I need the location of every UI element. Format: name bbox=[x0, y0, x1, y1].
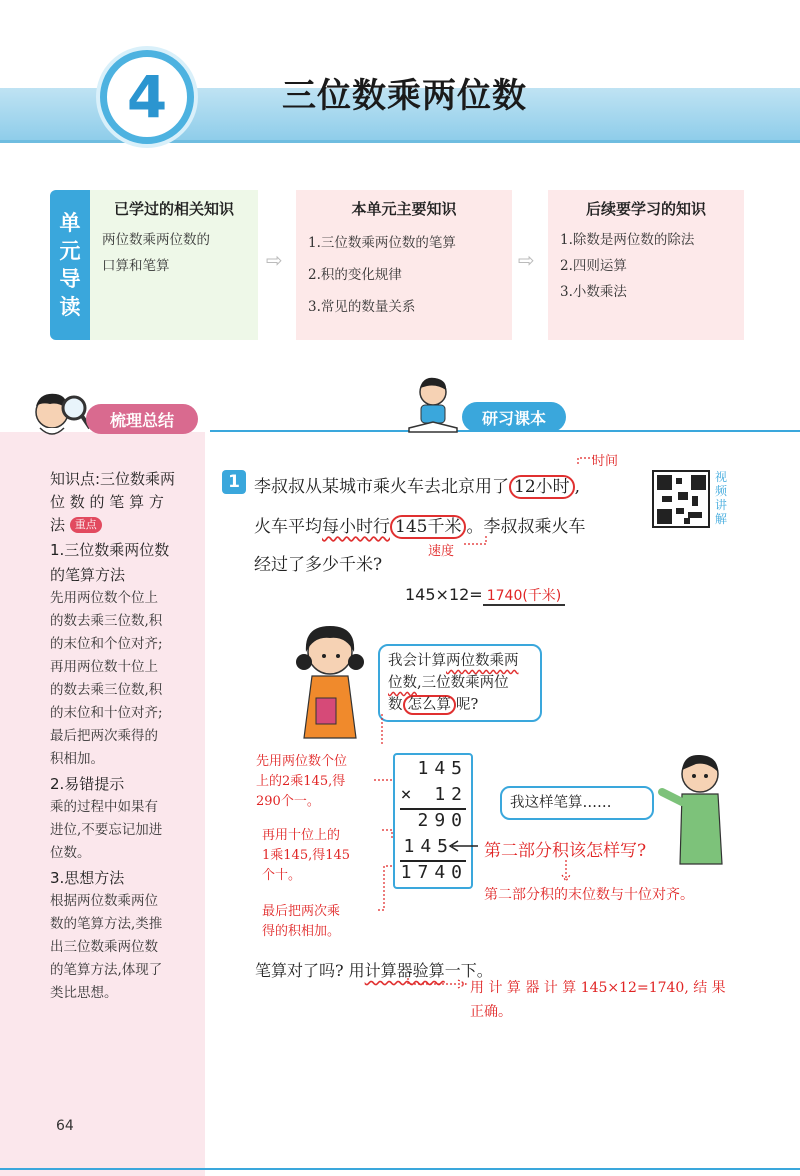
problem-text: 。李叔叔乘火车 bbox=[466, 517, 586, 537]
speed-value: 145千米 bbox=[390, 515, 466, 539]
problem-line-2 bbox=[254, 512, 585, 537]
note-line: 个十。 bbox=[262, 868, 302, 883]
arrow-right-icon: ⇨ bbox=[518, 248, 535, 272]
example-number: 1 bbox=[222, 470, 246, 494]
bubble-text: 数 bbox=[388, 697, 403, 713]
section-line: 的末位和个位对齐; bbox=[50, 636, 163, 652]
video-label-char: 讲 bbox=[714, 498, 727, 512]
bubble-wavy: 两位数乘两 bbox=[446, 653, 519, 669]
section-title: 2.易错提示 bbox=[50, 775, 125, 793]
note-line: 先用两位数个位 bbox=[256, 754, 348, 769]
check-answer-line: 用 计 算 器 计 算 145×12=1740, 结 果 bbox=[470, 980, 726, 996]
summary-tag: 梳理总结 bbox=[86, 404, 198, 434]
unit-number-circle bbox=[100, 50, 194, 144]
note-line: 再用十位上的 bbox=[262, 828, 341, 843]
annotation-arrow-icon bbox=[404, 976, 470, 992]
section-line: 再用两位数十位上 bbox=[50, 659, 158, 675]
video-label-char: 频 bbox=[714, 484, 727, 498]
arrow-left-icon bbox=[446, 838, 480, 854]
calc-row-partial-1: 290 bbox=[417, 810, 468, 831]
note-connector-lines bbox=[360, 710, 396, 920]
knowledge-point: 知识点:三位数乘两 bbox=[50, 470, 176, 488]
summary-content bbox=[50, 468, 200, 1005]
second-partial-question: 第二部分积该怎样写? bbox=[484, 841, 647, 861]
bubble-text: 呢? bbox=[456, 697, 479, 713]
study-tag: 研习课本 bbox=[462, 402, 566, 432]
main-knowledge-title: 本单元主要知识 bbox=[351, 200, 457, 218]
future-item: 2.四则运算 bbox=[560, 258, 627, 274]
section-line: 类比思想。 bbox=[50, 985, 118, 1001]
problem-text: 李叔叔从某城市乘火车去北京用了 bbox=[254, 477, 509, 497]
section-line: 乘的过程中如果有 bbox=[50, 799, 158, 815]
equation-expression: 145×12= bbox=[405, 585, 483, 604]
section-title: 1.三位数乘两位数 bbox=[50, 541, 170, 559]
note-line: 290个一。 bbox=[256, 794, 320, 809]
main-knowledge-box bbox=[296, 190, 512, 340]
girl-illustration bbox=[290, 618, 370, 748]
equation bbox=[405, 585, 565, 605]
main-knowledge-item: 1.三位数乘两位数的笔算 bbox=[308, 235, 456, 251]
boy-speech-bubble: 我这样笔算…… bbox=[500, 786, 654, 820]
note-line: 上的2乘145,得 bbox=[256, 774, 346, 789]
annotation-arrow-icon bbox=[560, 858, 572, 884]
video-explain-label bbox=[712, 470, 730, 526]
unit-number: 4 bbox=[126, 63, 168, 131]
check-wavy: 计算器验算 bbox=[364, 961, 445, 980]
section-line: 的数去乘三位数,积 bbox=[50, 613, 163, 629]
section-line: 数的笔算方法,类推 bbox=[50, 916, 163, 932]
second-partial-answer: 第二部分积的末位数与十位对齐。 bbox=[484, 887, 694, 903]
section-title: 的笔算方法 bbox=[50, 566, 126, 584]
note-step-3 bbox=[262, 902, 340, 942]
note-line: 得的积相加。 bbox=[262, 924, 341, 939]
section-line: 进位,不要忘记加进 bbox=[50, 822, 163, 838]
speed-annotation: 速度 bbox=[428, 544, 455, 559]
learned-title: 已学过的相关知识 bbox=[113, 200, 234, 218]
note-step-2 bbox=[262, 826, 350, 886]
knowledge-point-end bbox=[50, 514, 200, 537]
section-line: 的末位和十位对齐; bbox=[50, 705, 163, 721]
guide-tab-char: 导 bbox=[59, 267, 81, 291]
check-answer bbox=[470, 976, 726, 1024]
girl-speech-bubble bbox=[378, 644, 542, 722]
bubble-circled: 怎么算 bbox=[403, 695, 457, 715]
learned-item: 口算和笔算 bbox=[102, 258, 170, 274]
problem-line-3: 经过了多少千米? bbox=[254, 555, 383, 575]
future-item: 1.除数是两位数的除法 bbox=[560, 232, 695, 248]
qr-code-icon[interactable] bbox=[652, 470, 710, 528]
detective-boy-icon bbox=[30, 384, 94, 440]
section-line: 积相加。 bbox=[50, 751, 104, 767]
note-line: 最后把两次乘 bbox=[262, 904, 341, 919]
knowledge-point: 位 数 的 笔 算 方 bbox=[50, 493, 164, 511]
bottom-rule bbox=[0, 1168, 800, 1170]
calc-row-partial-2: 145 bbox=[403, 836, 454, 857]
header-rule bbox=[0, 140, 800, 143]
annotation-arrow-icon bbox=[574, 452, 596, 468]
section-line: 先用两位数个位上 bbox=[50, 590, 158, 606]
page-number: 64 bbox=[56, 1118, 74, 1134]
unit-title: 三位数乘两位数 bbox=[282, 76, 527, 116]
section-title: 3.思想方法 bbox=[50, 869, 125, 887]
check-answer-line: 正确。 bbox=[470, 1004, 512, 1020]
annotation-arrow-icon bbox=[462, 532, 490, 550]
bubble-text: 我会计算 bbox=[388, 653, 446, 669]
equation-answer: 1740(千米) bbox=[483, 588, 566, 606]
section-line: 根据两位数乘两位 bbox=[50, 893, 158, 909]
calc-row-multiplier: × 12 bbox=[400, 784, 468, 805]
reading-boy-icon bbox=[405, 372, 461, 434]
time-value: 12小时 bbox=[509, 475, 575, 499]
note-step-1 bbox=[256, 752, 347, 812]
problem-line-1 bbox=[254, 472, 580, 497]
key-point-badge: 重点 bbox=[70, 517, 102, 533]
learned-item: 两位数乘两位数的 bbox=[102, 232, 210, 248]
time-annotation: 时间 bbox=[592, 454, 619, 469]
problem-text: , bbox=[574, 477, 581, 497]
section-line: 位数。 bbox=[50, 845, 91, 861]
learned-knowledge-box bbox=[90, 190, 258, 340]
main-knowledge-item: 2.积的变化规律 bbox=[308, 267, 402, 283]
guide-tab-char: 元 bbox=[59, 239, 81, 263]
video-label-char: 解 bbox=[714, 512, 727, 526]
arrow-right-icon: ⇨ bbox=[266, 248, 283, 272]
bubble-wavy: 位数 bbox=[388, 675, 417, 691]
section-line: 的笔算方法,体现了 bbox=[50, 962, 163, 978]
guide-tab-char: 单 bbox=[59, 211, 81, 235]
future-title: 后续要学习的知识 bbox=[585, 200, 706, 218]
future-item: 3.小数乘法 bbox=[560, 284, 627, 300]
video-label-char: 视 bbox=[714, 470, 727, 484]
guide-tab-char: 读 bbox=[59, 295, 81, 319]
main-knowledge-item: 3.常见的数量关系 bbox=[308, 299, 416, 315]
bubble-text: ,三位数乘两位 bbox=[417, 675, 509, 691]
calc-row-result: 1740 bbox=[400, 862, 468, 883]
problem-text: 火车平均 bbox=[254, 517, 322, 537]
boy-illustration bbox=[656, 746, 738, 876]
check-text: 一下。 bbox=[444, 961, 493, 980]
section-line: 出三位数乘两位数 bbox=[50, 939, 158, 955]
problem-wavy: 每小时行 bbox=[322, 517, 390, 537]
check-text: 笔算对了吗? 用 bbox=[255, 961, 365, 980]
knowledge-point: 法 bbox=[50, 516, 66, 534]
future-knowledge-box bbox=[548, 190, 744, 340]
note-line: 1乘145,得145 bbox=[262, 848, 351, 863]
section-line: 的数去乘三位数,积 bbox=[50, 682, 163, 698]
section-line: 最后把两次乘得的 bbox=[50, 728, 158, 744]
unit-guide-tab bbox=[50, 190, 90, 340]
calc-row-multiplicand: 145 bbox=[417, 758, 468, 779]
